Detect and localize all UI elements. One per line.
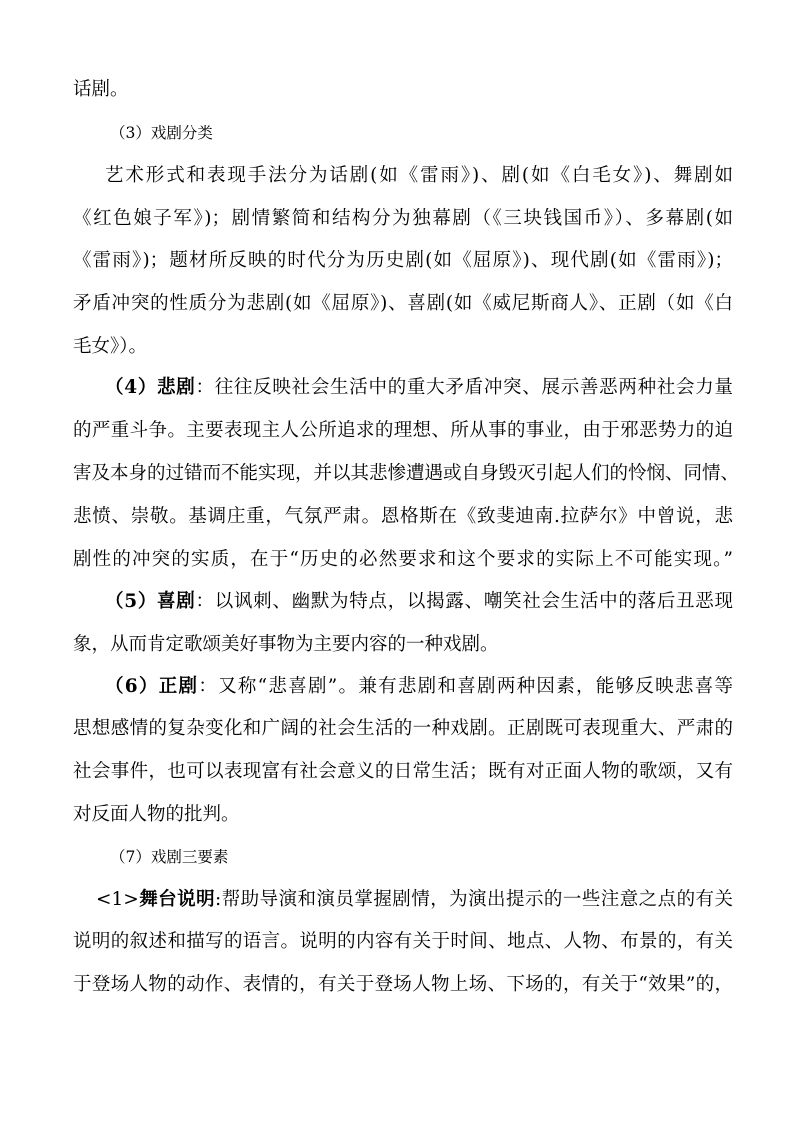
section-heading: （7）戏剧三要素: [110, 848, 229, 866]
text-line: 于登场人物的动作、表情的，有关于登场人物上场、下场的，有关于“效果”的，: [73, 974, 733, 995]
text-line: 的严重斗争。主要表现主人公所追求的理想、所从事的事业，由于邪恶势力的迫: [73, 420, 733, 441]
text-line: 对反面人物的批判。: [73, 804, 240, 825]
text-line: 毛女》）。: [73, 336, 148, 357]
term-label: （6）正剧: [105, 676, 199, 697]
text-line: 说明的叙述和描写的语言。说明的内容有关于时间、地点、人物、布景的，有关: [73, 931, 733, 952]
paragraph-first-line: [96, 888, 733, 912]
text-line: 社会事件，也可以表现富有社会意义的日常生活；既有对正面人物的歌颂，又有: [73, 761, 733, 782]
text-line: 剧性的冲突的实质，在于“历史的必然要求和这个要求的实际上不可能实现。”: [73, 549, 733, 570]
text-span: ：以讽刺、幽默为特点，以揭露、嘲笑社会生活中的落后丑恶现: [195, 591, 733, 612]
paragraph-first-line: [105, 675, 733, 699]
text-span: ：往往反映社会生活中的重大矛盾冲突、展示善恶两种社会力量: [195, 377, 733, 398]
text-span: ：又称“悲喜剧”。兼有悲剧和喜剧两种因素，能够反映悲喜等: [198, 676, 733, 697]
item-prefix: <1>: [96, 889, 139, 910]
text-line: 象，从而肯定歌颂美好事物为主要内容的一种戏剧。: [73, 634, 499, 655]
text-line: 艺术形式和表现手法分为话剧(如《雷雨》)、剧(如《白毛女》)、舞剧如: [105, 165, 733, 186]
paragraph-first-line: [105, 376, 733, 400]
text-line: 矛盾冲突的性质分为悲剧(如《屈原》)、喜剧(如《威尼斯商人》、正剧（如《白: [73, 293, 733, 314]
paragraph-first-line: [105, 590, 733, 614]
term-label: 舞台说明: [138, 889, 216, 910]
text-line: 悲愤、崇敬。基调庄重，气氛严肃。恩格斯在《致斐迪南.拉萨尔》中曾说，悲: [73, 506, 733, 527]
text-line: 《红色娘子军》)；剧情繁简和结构分为独幕剧（《三块钱国币》）、多幕剧(如: [73, 208, 733, 229]
text-span: :帮助导演和演员掌握剧情，为演出提示的一些注意之点的有关: [215, 889, 733, 910]
text-line: 害及本身的过错而不能实现，并以其悲惨遭遇或自身毁灭引起人们的怜悯、同情、: [73, 463, 740, 484]
section-heading: （3）戏剧分类: [110, 124, 213, 142]
term-label: （5）喜剧: [105, 591, 196, 612]
text-line: 思想感情的复杂变化和广阔的社会生活的一种戏剧。正剧既可表现重大、严肃的: [73, 718, 733, 739]
term-label: （4）悲剧: [105, 377, 196, 398]
text-line: 话剧。: [73, 79, 129, 100]
text-line: 《雷雨》)；题材所反映的时代分为历史剧(如《屈原》)、现代剧(如《雷雨》)；: [73, 250, 733, 271]
